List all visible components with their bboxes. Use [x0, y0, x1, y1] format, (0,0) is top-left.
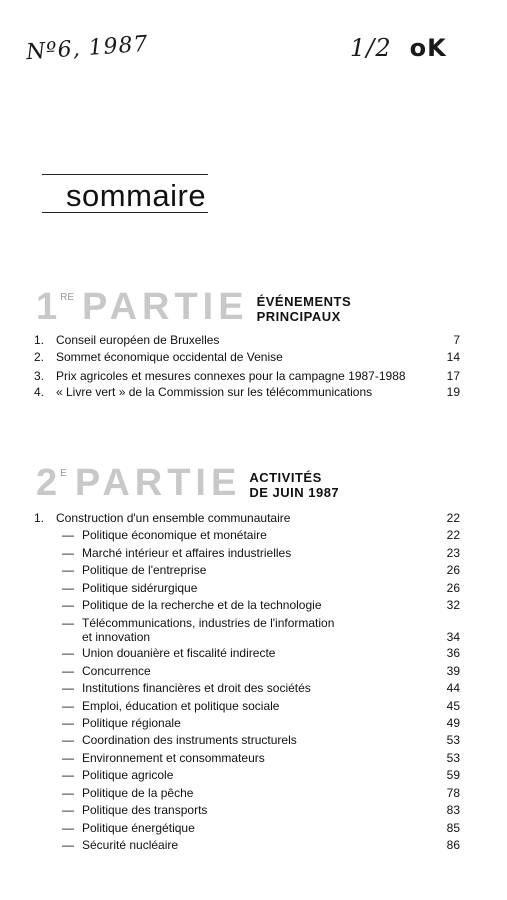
sub-list-item[interactable]: — Politique de l'entreprise 26	[62, 563, 460, 578]
part-number-suffix: E	[60, 468, 67, 479]
sub-list-item[interactable]: — Politique de la recherche et de la technologie 32	[62, 598, 460, 613]
part-2-header	[36, 462, 340, 504]
part-heading: ÉVÉNEMENTS PRINCIPAUX	[256, 294, 352, 324]
part-number: 2	[36, 462, 59, 504]
sub-list-item[interactable]: — Politique sidérurgique 26	[62, 580, 460, 595]
part-number-suffix: RE	[60, 292, 75, 303]
part-number: 1	[36, 286, 59, 328]
list-item[interactable]: 3. Prix agricoles et mesures connexes pour la campagne 1987-1988 17	[34, 368, 460, 383]
sub-list-item[interactable]: — Télécommunications, industries de l'information et innovation 34	[62, 616, 460, 645]
part-1-list	[30, 332, 460, 401]
part-heading: ACTIVITÉS DE JUIN 1987	[249, 470, 340, 500]
sub-list-item[interactable]: — Marché intérieur et affaires industrielles 23	[62, 545, 460, 560]
sub-list-item[interactable]: — Politique économique et monétaire 22	[62, 528, 460, 543]
handwritten-status-note	[350, 34, 447, 62]
handwritten-issue-note: Nº6, 1987	[25, 31, 150, 66]
sub-list-item[interactable]: — Politique énergétique 85	[62, 820, 460, 835]
part-word: PARTIE	[82, 286, 249, 328]
sub-list-item[interactable]: — Institutions financières et droit des sociétés 44	[62, 681, 460, 696]
title-rule-top	[42, 174, 208, 175]
handwritten-ok: oK	[409, 34, 447, 62]
sub-list-item[interactable]: — Union douanière et fiscalité indirecte 36	[62, 646, 460, 661]
list-item[interactable]: 1. Conseil européen de Bruxelles 7	[34, 333, 460, 347]
sub-list-item[interactable]: — Coordination des instruments structurels 53	[62, 733, 460, 748]
sub-list-item[interactable]: — Politique de la pêche 78	[62, 785, 460, 800]
sub-list-item[interactable]: — Concurrence 39	[62, 663, 460, 678]
handwritten-fraction: 1/2	[350, 34, 392, 62]
sub-list-item[interactable]: — Politique régionale 49	[62, 716, 460, 731]
list-item[interactable]: 2. Sommet économique occidental de Venise 14	[34, 350, 460, 365]
sub-list-item[interactable]: — Emploi, éducation et politique sociale 45	[62, 698, 460, 713]
sub-list-item[interactable]: — Sécurité nucléaire 86	[62, 837, 460, 852]
part-word: PARTIE	[74, 462, 242, 504]
sub-list-item[interactable]: — Environnement et consommateurs 53	[62, 750, 460, 765]
page-title: sommaire	[66, 178, 207, 213]
list-item[interactable]: 1. Construction d'un ensemble communautaire 22	[34, 511, 460, 525]
part-2-list	[30, 510, 460, 854]
sub-list-item[interactable]: — Politique des transports 83	[62, 803, 460, 818]
sub-list-item[interactable]: — Politique agricole 59	[62, 768, 460, 783]
title-rule-bottom	[42, 212, 208, 213]
part-1-header	[36, 286, 352, 328]
list-item[interactable]: 4. « Livre vert » de la Commission sur les télécommunications 19	[34, 384, 460, 399]
